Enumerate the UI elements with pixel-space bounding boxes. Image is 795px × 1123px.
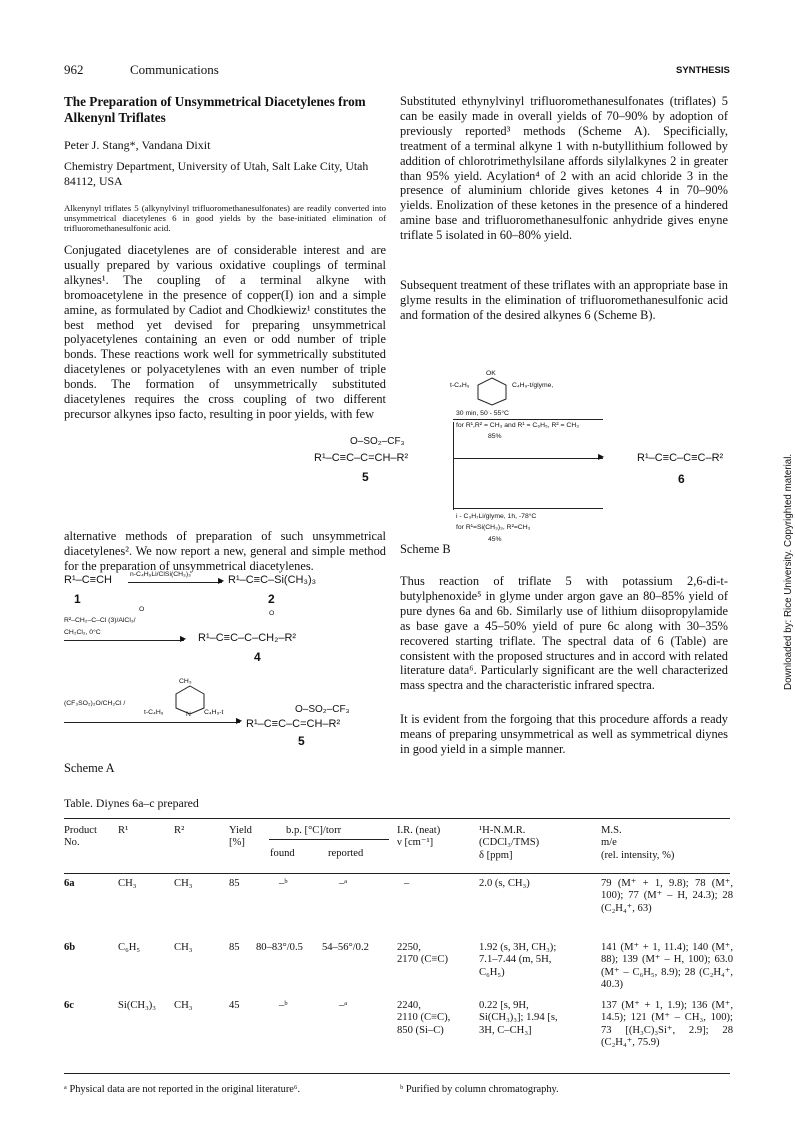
pyridine-methyl: CH₃ [179, 678, 192, 685]
page-number: 962 [64, 62, 84, 77]
compound-label-1: 1 [74, 592, 81, 606]
cell-bp-found: 80–83°/0.5 [256, 942, 303, 953]
arrow-step-2 [64, 640, 184, 641]
reactant-triflate-group: O–SO₂–CF₃ [350, 436, 405, 447]
upper-box-top [453, 419, 603, 420]
lower-yield: 45% [488, 536, 502, 543]
cell-r2: CH₃ [174, 1000, 193, 1011]
pyridine-tbu-left: t-C₄H₉ [144, 709, 164, 716]
lower-box-top [453, 508, 603, 509]
cell-r2: CH₃ [174, 878, 193, 889]
arrowhead-icon: ▶ [236, 716, 243, 725]
pyridine-n: N [186, 711, 191, 718]
table-rule-top [64, 818, 730, 819]
upper-conditions-2: for R¹,R² = CH₃ and R¹ = C₆H₅, R² = CH₃ [456, 422, 579, 429]
body-paragraph-4: Thus reaction of triflate 5 with potassium 2,6-di-t-butylphenoxide⁵ in glyme under argon gave an 80–85% yield of pure dynes 6a and 6b. Similarly use of lithium diisopropylamide as base gave a 45–50% yield of pure 6c along with 30–35% recovered starting triflate. The spectral data of 6 (Table) are consistent with the proposed structures and in accord with related literature data⁶. Particularly significant are the well characterized mass spectra and the characteristic infrared spectra. [400, 574, 728, 693]
compound-label-5: 5 [298, 734, 305, 748]
affiliation: Chemistry Department, University of Utah, Salt Lake City, Utah 84112, USA [64, 159, 369, 188]
triflate-group: O–SO₂–CF₃ [295, 704, 350, 715]
body-paragraph-1-continued: alternative methods of preparation of such unsymmetrical diacetylenes². We now report a new, general and simple method for the preparation of unsymmetrical diacetylenes. [64, 529, 386, 573]
authors: Peter J. Stang*, Vandana Dixit [64, 138, 211, 152]
scheme-b [300, 370, 740, 550]
arrowhead-icon: ▶ [180, 634, 187, 643]
carbonyl-o: O [139, 606, 145, 613]
cell-yield: 85 [229, 942, 240, 953]
phenoxide-ring-icon [472, 376, 512, 406]
cell-bp-reported: –ᵃ [339, 1000, 348, 1011]
col-header-r2: R² [174, 825, 185, 836]
body-paragraph-5: It is evident from the forgoing that this procedure affords a ready means of preparing unsymmetrical as well as symmetrical diynes in good yield in a simple manner. [400, 712, 728, 756]
download-watermark: Downloaded by: Rice University. Copyrighted material. [783, 453, 794, 690]
lower-conditions-1: i - C₃H₇Li/glyme, 1h, -78°C [456, 513, 537, 520]
cell-product: 6b [64, 942, 76, 953]
col-header-bp-reported: reported [328, 848, 364, 859]
scheme-a-caption: Scheme A [64, 761, 115, 775]
bracket-vertical [453, 422, 454, 510]
article-title: The Preparation of Unsymmetrical Diacetylenes from Alkenynl Triflates [64, 94, 366, 125]
scheme-b-caption: Scheme B [400, 542, 451, 556]
cell-r2: CH₃ [174, 942, 193, 953]
ketone-o: O [269, 610, 275, 617]
body-paragraph-2: Substituted ethynylvinyl trifluoromethanesulfonates (triflates) 5 can be easily made in overall yields of 70–90% by adoption of previously reported³ methods (Scheme A). Specificially, treatment of a terminal alkyne 1 with n-butyllithium followed by addition of chlorotrimethylsilane affords silylalkynes 2 in greater than 95% yield. Acylation⁴ of 2 with an acid chloride 3 in the presence of aluminium chloride gives ketones 4 in 70–90% yields. Enolization of these ketones in the presence of a hindered amine base and trifluoromethanesulfonic anhydride gives enyne triflate 5 isolated in 60–80% yield. [400, 94, 728, 243]
triflate-5: R¹–C≡C–C=CH–R² [246, 718, 341, 730]
cell-ir: 2240, 2110 (C≡C), 850 (Si–C) [397, 1000, 451, 1036]
table-header [64, 825, 734, 875]
arrow-step-1 [128, 582, 222, 583]
reagent-step-3: (CF₃SO₂)₂O/CH₂Cl / [64, 700, 126, 707]
col-header-product: Product No. [64, 825, 97, 849]
section-label: Communications [130, 62, 219, 77]
cell-ir: – [404, 878, 410, 889]
arrow-step-3 [64, 722, 240, 723]
ketone-4: R¹–C≡C–C–CH₂–R² [198, 632, 297, 644]
cell-nmr: 0.22 [s, 9H, Si(CH₃)₃]; 1.94 [s, 3H, C–CH₃] [479, 1000, 558, 1036]
col-header-r1: R¹ [118, 825, 129, 836]
table-rule-header [64, 873, 730, 874]
upper-conditions-1: 30 min, 50 - 55°C [456, 410, 509, 417]
cell-bp-reported: 54–56°/0.2 [322, 942, 369, 953]
body-paragraph-1: Conjugated diacetylenes are of considerable interest and are usually prepared by various oxidative couplings of terminal alkynes¹. The coupling of a terminal alkyne with bromoacetylene in the presence of copper(I) ion and a simple amine, as formulated by Cadiot and Chodkiewiz¹ constitutes the best method yet devised for preparing unsymmetrical polyacetylenes containing an even or odd number of triple bonds. These reactions work well for symmetrically substituted diacetylenes or polyacetylenes with an even number of triple bonds. The formation of unsymmetrically substituted diacetylenes requires the cross coupling of two different precursor alkynes ipso facto, resulting in poor yields, with few [64, 243, 386, 421]
cell-ms: 137 (M⁺ + 1, 1.9); 136 (M⁺, 14.5); 121 (M⁺ – CH₃, 100); 73 [(H₃C)₃Si⁺, 2.9]; 28 (C₂H₄⁺, 75.9) [601, 1000, 733, 1048]
phenoxide-tbu-left: t-C₄H₉ [450, 382, 470, 389]
footnote-b: ᵇ Purified by column chromatography. [400, 1084, 559, 1095]
body-paragraph-3: Subsequent treatment of these triflates with an appropriate base in glyme results in the elimination of trifluoromethanesulfonic acid and formation of the desired alkynes 6 (Scheme B). [400, 278, 728, 322]
silyl-alkyne: R¹–C≡C–Si(CH₃)₃ [228, 574, 317, 586]
pyridine-tbu-right: C₄H₉-t [204, 709, 224, 716]
cell-product: 6a [64, 878, 75, 889]
phenoxide-tbu-right: C₄H₉-t/glyme, [512, 382, 554, 389]
terminal-alkyne: R¹–C≡CH [64, 574, 112, 586]
cell-nmr: 2.0 (s, CH₃) [479, 878, 530, 889]
table-caption: Table. Diynes 6a–c prepared [64, 796, 199, 810]
cell-bp-found: –ᵇ [279, 1000, 288, 1011]
reactant-5: R¹–C≡C–C=CH–R² [314, 452, 409, 464]
cell-product: 6c [64, 1000, 74, 1011]
arrowhead-icon: ▶ [598, 452, 605, 461]
product-label: 6 [678, 472, 685, 486]
compound-label-2: 2 [268, 592, 275, 606]
scheme-a [64, 572, 394, 772]
col-header-nmr: ¹H-N.M.R. (CDCl₃/TMS) δ [ppm] [479, 825, 540, 861]
footnote-a: ᵃ Physical data are not reported in the original literature⁶. [64, 1084, 301, 1095]
arrowhead-icon: ▶ [218, 576, 225, 585]
cell-r1: CH₃ [118, 878, 137, 889]
cell-bp-reported: –ᵃ [339, 878, 348, 889]
reactant-label: 5 [362, 470, 369, 484]
reagent-step-1: n-C₄H₉Li/ClSi(CH₃)₃ [130, 571, 191, 578]
col-header-ir: I.R. (neat) ν [cm⁻¹] [397, 825, 441, 849]
journal-name: SYNTHESIS [676, 65, 730, 76]
cell-yield: 85 [229, 878, 240, 889]
cell-yield: 45 [229, 1000, 240, 1011]
phenoxide-ok: OK [486, 370, 496, 377]
cell-ir: 2250, 2170 (C≡C) [397, 942, 448, 966]
cell-r1: Si(CH₃)₃ [118, 1000, 156, 1011]
product-6: R¹–C≡C–C≡C–R² [637, 452, 724, 464]
cell-ms: 79 (M⁺ + 1, 9.8); 78 (M⁺, 100); 77 (M⁺ – H, 24.3); 28 (C₂H₄⁺, 63) [601, 878, 733, 914]
cell-r1: C₆H₅ [118, 942, 141, 953]
bp-subrule [269, 839, 389, 840]
cell-bp-found: –ᵇ [279, 878, 288, 889]
cell-ms: 141 (M⁺ + 1, 11.4); 140 (M⁺, 88); 139 (M⁺ – H, 100); 63.0 (M⁺ – C₆H₅, 8.9); 28 (C₂H₄⁺, 40.3) [601, 942, 733, 990]
col-header-yield: Yield [%] [229, 825, 252, 849]
cell-nmr: 1.92 (s, 3H, CH₃); 7.1–7.44 (m, 5H, C₆H₅) [479, 942, 557, 978]
col-header-bp: b.p. [°C]/torr [286, 825, 342, 836]
col-header-ms: M.S. m/e (rel. intensity, %) [601, 825, 675, 861]
table-rule-bottom [64, 1073, 730, 1074]
lower-conditions-2: for R¹=Si(CH₃)₃, R²=CH₃ [456, 524, 531, 531]
col-header-bp-found: found [270, 848, 295, 859]
solvent-step-2: CH₂Cl₂, 0°C [64, 629, 101, 636]
abstract: Alkenynyl triflates 5 (alkynylvinyl trifluoromethanesulfonates) are readily converted into unsymmetrical diacetylenes 6 in good yields by the base-initiated elimination of trifluoromethanesulfonic acid. [64, 203, 386, 234]
compound-label-4: 4 [254, 650, 261, 664]
reagent-step-2: R²–CH₂–C–Cl (3)/AlCl₃/ [64, 617, 136, 624]
arrow-main [453, 458, 603, 459]
upper-yield: 85% [488, 433, 502, 440]
